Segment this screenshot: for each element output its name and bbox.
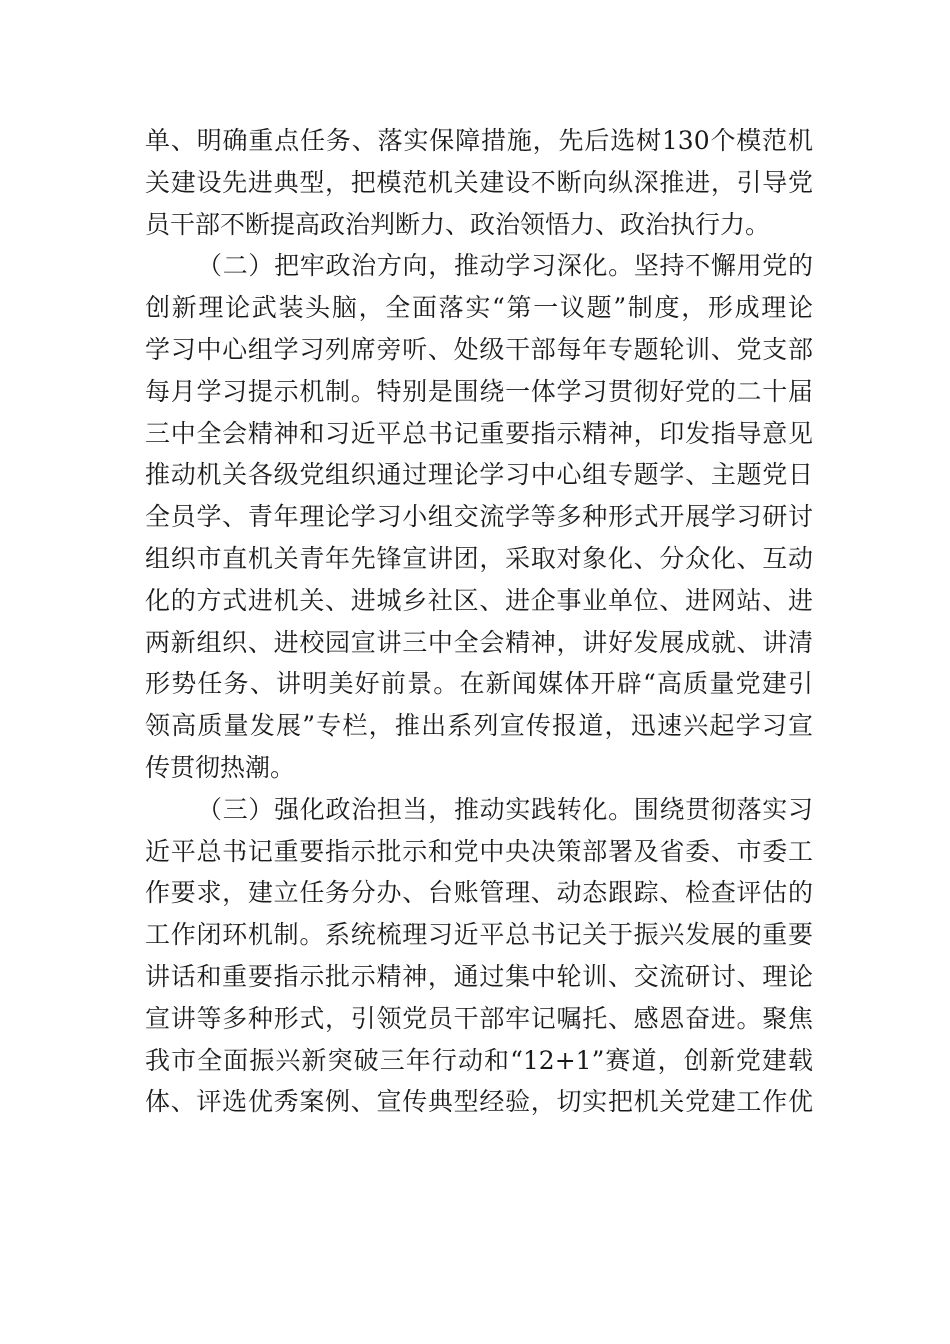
text-line: 学习中心组学习列席旁听、处级干部每年专题轮训、党支部 <box>145 334 813 364</box>
text-line: 组织市直机关青年先锋宣讲团，采取对象化、分众化、互动 <box>145 543 813 573</box>
text-line: 讲话和重要指示批示精神，通过集中轮训、交流研讨、理论 <box>145 961 813 991</box>
text-line: 推动机关各级党组织通过理论学习中心组专题学、主题党日 <box>145 460 813 490</box>
text-line: 每月学习提示机制。特别是围绕一体学习贯彻好党的二十届 <box>145 376 813 406</box>
text-line: 化的方式进机关、进城乡社区、进企事业单位、进网站、进 <box>145 585 813 615</box>
text-line: 单、明确重点任务、落实保障措施，先后选树130个模范机 <box>145 126 813 155</box>
text-line: 形势任务、讲明美好前景。在新闻媒体开辟“高质量党建引 <box>145 669 813 699</box>
text-line: 员干部不断提高政治判断力、政治领悟力、政治执行力。 <box>145 209 771 239</box>
text-line: 体、评选优秀案例、宣传典型经验，切实把机关党建工作优 <box>145 1087 813 1117</box>
text-line: 传贯彻热潮。 <box>145 752 296 782</box>
text-line: 创新理论武装头脑，全面落实“第一议题”制度，形成理论 <box>145 293 813 323</box>
paragraph-heading-line: （二）把牢政治方向，推动学习深化。坚持不懈用党的 <box>197 251 813 281</box>
text-line: 关建设先进典型，把模范机关建设不断向纵深推进，引导党 <box>145 167 813 197</box>
text-line: 宣讲等多种形式，引领党员干部牢记嘱托、感恩奋进。聚焦 <box>145 1003 813 1033</box>
text-line: 我市全面振兴新突破三年行动和“12+1”赛道，创新党建载 <box>145 1045 813 1075</box>
text-line: 工作闭环机制。系统梳理习近平总书记关于振兴发展的重要 <box>145 920 813 950</box>
body-text <box>145 120 813 1123</box>
text-line: 领高质量发展”专栏，推出系列宣传报道，迅速兴起学习宣 <box>145 711 813 741</box>
text-line: 两新组织、进校园宣讲三中全会精神，讲好发展成就、讲清 <box>145 627 813 657</box>
text-line: 作要求，建立任务分办、台账管理、动态跟踪、检查评估的 <box>145 878 813 908</box>
text-line: 全员学、青年理论学习小组交流学等多种形式开展学习研讨 <box>145 502 813 532</box>
text-line: 近平总书记重要指示批示和党中央决策部署及省委、市委工 <box>145 836 813 866</box>
text-line: 三中全会精神和习近平总书记重要指示精神，印发指导意见 <box>145 418 813 448</box>
paragraph-heading-line: （三）强化政治担当，推动实践转化。围绕贯彻落实习 <box>197 794 813 824</box>
